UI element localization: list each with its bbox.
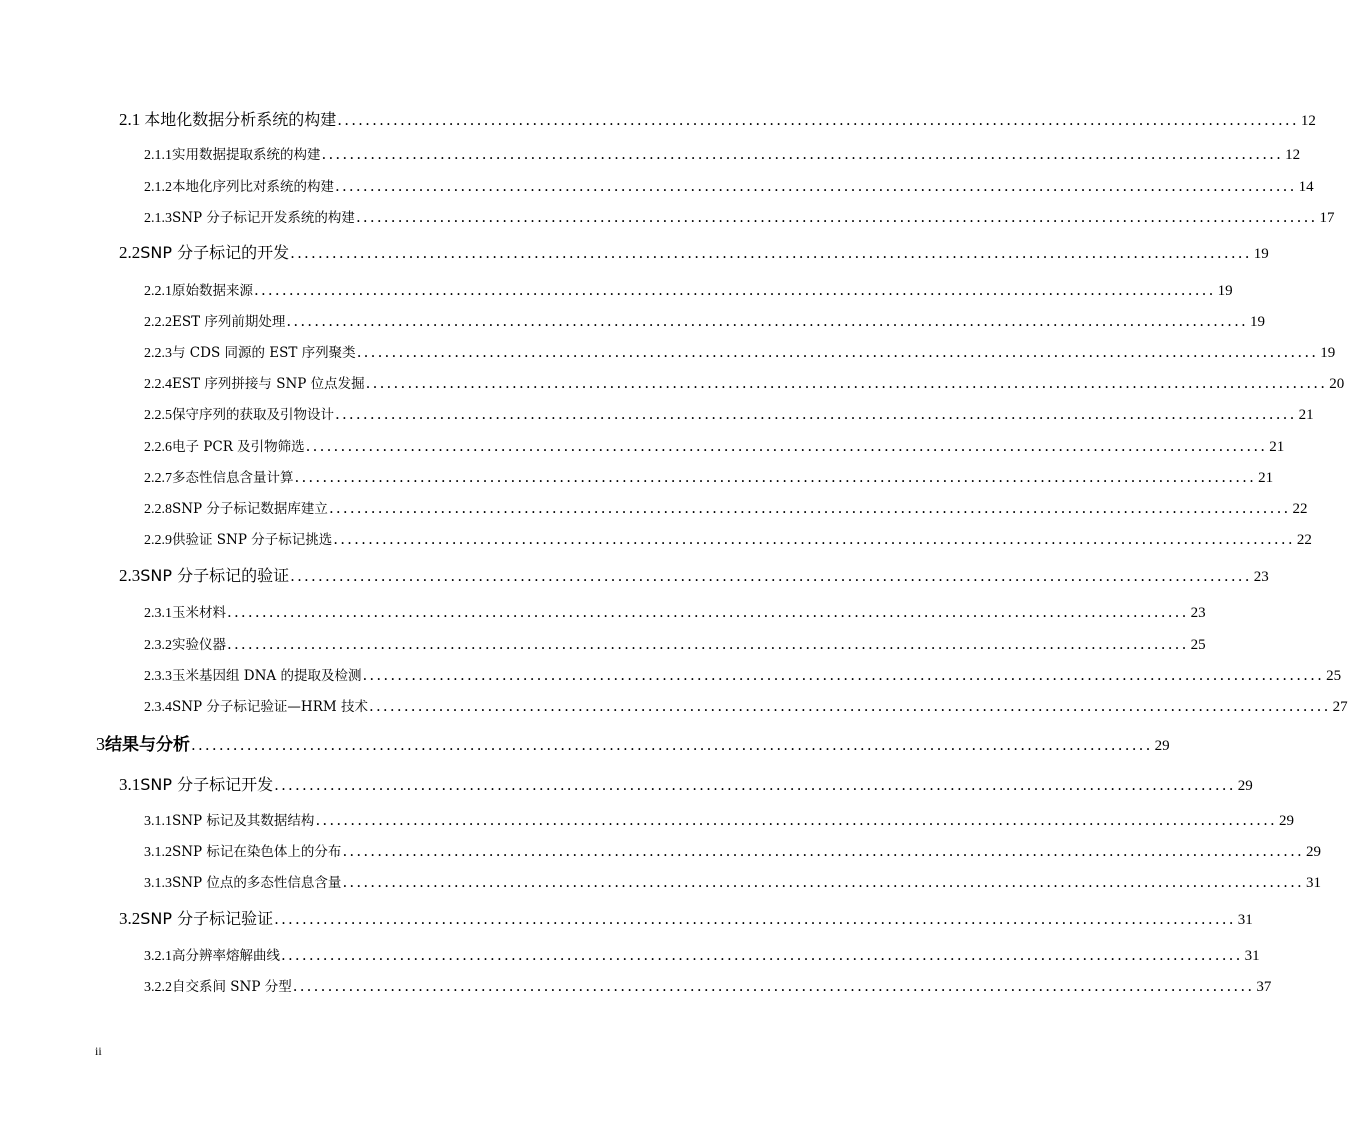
toc-entry-2-2-4[interactable] [144,372,1345,393]
toc-entry-2-2-9[interactable] [144,528,1312,549]
toc-leader-dots: .......................................................................................................................................... [227,603,1189,621]
toc-entry-title: 多态性信息含量计算 [172,470,294,486]
toc-entry-page-number: 31 [1306,875,1322,891]
toc-entry-page-number: 29 [1237,778,1253,794]
toc-entry-page-number: 21 [1298,407,1314,423]
toc-entry-2-1-1[interactable] [144,143,1301,164]
toc-entry-page-number: 29 [1154,738,1170,754]
toc-entry-2-1-2[interactable] [144,175,1314,196]
toc-entry-number: 2.3.1 [144,606,172,621]
toc-entry-title: SNP 标记在染色体上的分布 [172,844,342,860]
toc-leader-dots: .......................................................................................................................................... [305,437,1268,455]
toc-entry-page-number: 23 [1190,605,1206,621]
toc-entry-3-1[interactable] [119,772,1253,795]
toc-entry-number: 2.1 [119,110,141,129]
toc-entry-number: 2.2.7 [144,471,172,486]
toc-entry-number: 2.2.8 [144,502,172,517]
toc-entry-3-1-2[interactable] [144,840,1322,861]
toc-entry-3-1-3[interactable] [144,871,1322,892]
toc-entry-title: 与 CDS 同源的 EST 序列聚类 [172,345,356,361]
toc-entry-number: 3.2.1 [144,949,172,964]
toc-leader-dots: .......................................................................................................................................... [362,666,1325,684]
toc-entry-2-2-8[interactable] [144,497,1308,518]
toc-entry-title: 玉米基因组 DNA 的提取及检测 [172,668,362,684]
toc-entry-title: 本地化数据分析系统的构建 [144,110,337,129]
toc-entry-number: 2.2.2 [144,315,172,330]
toc-entry-page-number: 29 [1306,844,1322,860]
toc-leader-dots: .......................................................................................................................................... [356,343,1319,361]
toc-entry-number: 2.1.3 [144,211,172,226]
toc-entry-number: 3 [96,734,105,754]
toc-leader-dots: .......................................................................................................................................... [365,374,1328,392]
toc-entry-title: 高分辨率熔解曲线 [172,948,280,964]
toc-entry-page-number: 31 [1244,948,1260,964]
toc-entry-2-1[interactable] [119,107,1316,130]
toc-leader-dots: .......................................................................................................................................... [337,111,1299,129]
toc-leader-dots: .......................................................................................................................................... [281,946,1243,964]
toc-entry-2-2-5[interactable] [144,403,1314,424]
toc-entry-title: 实用数据提取系统的构建 [172,147,321,163]
toc-entry-number: 3.2.2 [144,980,172,995]
toc-leader-dots: .......................................................................................................................................... [290,567,1252,585]
toc-entry-page-number: 37 [1256,979,1272,995]
toc-entry-page-number: 19 [1253,246,1269,262]
toc-leader-dots: .......................................................................................................................................... [191,736,1153,754]
toc-leader-dots: .......................................................................................................................................... [335,177,1297,195]
toc-leader-dots: .......................................................................................................................................... [286,312,1248,330]
toc-entry-page-number: 25 [1326,668,1342,684]
toc-entry-number: 3.1 [119,775,141,794]
toc-leader-dots: .......................................................................................................................................... [369,697,1331,715]
page-footer-number: ii [95,1044,102,1058]
toc-leader-dots: .......................................................................................................................................... [315,811,1278,829]
toc-entry-title: 本地化序列比对系统的构建 [172,179,334,195]
toc-entry-page-number: 19 [1320,345,1336,361]
toc-entry-title: 玉米材料 [172,605,226,621]
toc-entry-number: 2.2.1 [144,284,172,299]
toc-entry-2-2-7[interactable] [144,466,1274,487]
toc-entry-number: 2.2.4 [144,377,172,392]
toc-entry-title: EST 序列拼接与 SNP 位点发掘 [172,376,365,392]
toc-entry-number: 2.1.2 [144,180,172,195]
toc-leader-dots: .......................................................................................................................................... [294,468,1257,486]
toc-leader-dots: .......................................................................................................................................... [254,281,1216,299]
toc-entry-title: SNP 标记及其数据结构 [172,813,315,829]
toc-entry-3-2[interactable] [119,906,1253,929]
toc-entry-number: 3.1.3 [144,876,172,891]
toc-entry-page-number: 25 [1190,637,1206,653]
toc-leader-dots: .......................................................................................................................................... [342,842,1305,860]
toc-entry-2-2-2[interactable] [144,310,1265,331]
toc-entry-page-number: 21 [1269,439,1285,455]
toc-entry-title: 结果与分析 [105,735,190,755]
toc-entry-number: 3.2 [119,909,141,928]
toc-leader-dots: .......................................................................................................................................... [328,499,1291,517]
toc-entry-2-2-1[interactable] [144,279,1233,300]
toc-entry-3-2-1[interactable] [144,944,1260,965]
toc-entry-2-1-3[interactable] [144,206,1335,227]
toc-entry-page-number: 20 [1329,376,1345,392]
toc-entry-2-3-3[interactable] [144,664,1342,685]
toc-entry-3-1-1[interactable] [144,809,1295,830]
toc-entry-number: 2.3 [119,566,141,585]
toc-entry-title: SNP 分子标记的开发 [140,243,290,262]
toc-entry-number: 2.2.6 [144,440,172,455]
toc-entry-number: 2.2.3 [144,346,172,361]
toc-entry-page-number: 14 [1298,179,1314,195]
toc-entry-title: 保守序列的获取及引物设计 [172,407,334,423]
toc-entry-2-3[interactable] [119,563,1269,586]
toc-entry-2-3-2[interactable] [144,633,1206,654]
toc-leader-dots: .......................................................................................................................................... [335,405,1297,423]
toc-entry-title: SNP 分子标记数据库建立 [172,501,328,517]
toc-entry-number: 2.1.1 [144,148,172,163]
toc-entry-title: 自交系间 SNP 分型 [172,979,292,995]
toc-entry-page-number: 17 [1319,210,1335,226]
toc-entry-number: 2.3.4 [144,700,172,715]
toc-entry-title: SNP 分子标记验证 [140,909,274,928]
toc-entry-number: 2.2.9 [144,533,172,548]
toc-entry-page-number: 21 [1258,470,1274,486]
toc-entry-number: 2.2 [119,243,141,262]
toc-entry-title: SNP 分子标记开发 [140,775,274,794]
toc-leader-dots: .......................................................................................................................................... [292,977,1255,995]
toc-leader-dots: .......................................................................................................................................... [227,635,1189,653]
toc-entry-title: SNP 分子标记开发系统的构建 [172,210,355,226]
toc-entry-2-2[interactable] [119,240,1269,263]
toc-entry-3[interactable] [96,730,1170,755]
toc-leader-dots: .......................................................................................................................................... [274,910,1236,928]
toc-entry-page-number: 19 [1217,283,1233,299]
toc-leader-dots: .......................................................................................................................................... [290,244,1252,262]
toc-entry-page-number: 12 [1300,113,1316,129]
toc-leader-dots: .......................................................................................................................................... [355,208,1318,226]
toc-entry-page-number: 27 [1332,699,1348,715]
toc-entry-number: 3.1.1 [144,814,172,829]
toc-entry-title: 供验证 SNP 分子标记挑选 [172,532,333,548]
toc-entry-title: SNP 分子标记验证—HRM 技术 [172,699,368,715]
toc-entry-number: 2.2.5 [144,408,172,423]
toc-entry-page-number: 29 [1279,813,1295,829]
toc-entry-3-2-2[interactable] [144,975,1272,996]
toc-leader-dots: .......................................................................................................................................... [333,530,1295,548]
toc-entry-page-number: 22 [1296,532,1312,548]
toc-entry-page-number: 23 [1253,569,1269,585]
toc-entry-page-number: 31 [1237,912,1253,928]
toc-entry-title: SNP 位点的多态性信息含量 [172,875,342,891]
toc-entry-2-3-4[interactable] [144,695,1348,716]
toc-entry-number: 2.3.3 [144,669,172,684]
toc-entry-2-2-3[interactable] [144,341,1336,362]
toc-entry-number: 3.1.2 [144,845,172,860]
toc-entry-title: SNP 分子标记的验证 [140,566,290,585]
toc-entry-title: EST 序列前期处理 [172,314,286,330]
toc-entry-number: 2.3.2 [144,638,172,653]
toc-entry-title: 原始数据来源 [172,283,253,299]
toc-entry-2-2-6[interactable] [144,435,1285,456]
toc-leader-dots: .......................................................................................................................................... [321,145,1284,163]
toc-entry-title: 电子 PCR 及引物筛选 [172,439,305,455]
toc-entry-title: 实验仪器 [172,637,226,653]
toc-leader-dots: .......................................................................................................................................... [274,776,1236,794]
toc-entry-page-number: 19 [1250,314,1265,330]
toc-entry-page-number: 22 [1292,501,1308,517]
toc-entry-2-3-1[interactable] [144,601,1206,622]
toc-leader-dots: .......................................................................................................................................... [342,873,1305,891]
toc-entry-page-number: 12 [1285,147,1301,163]
